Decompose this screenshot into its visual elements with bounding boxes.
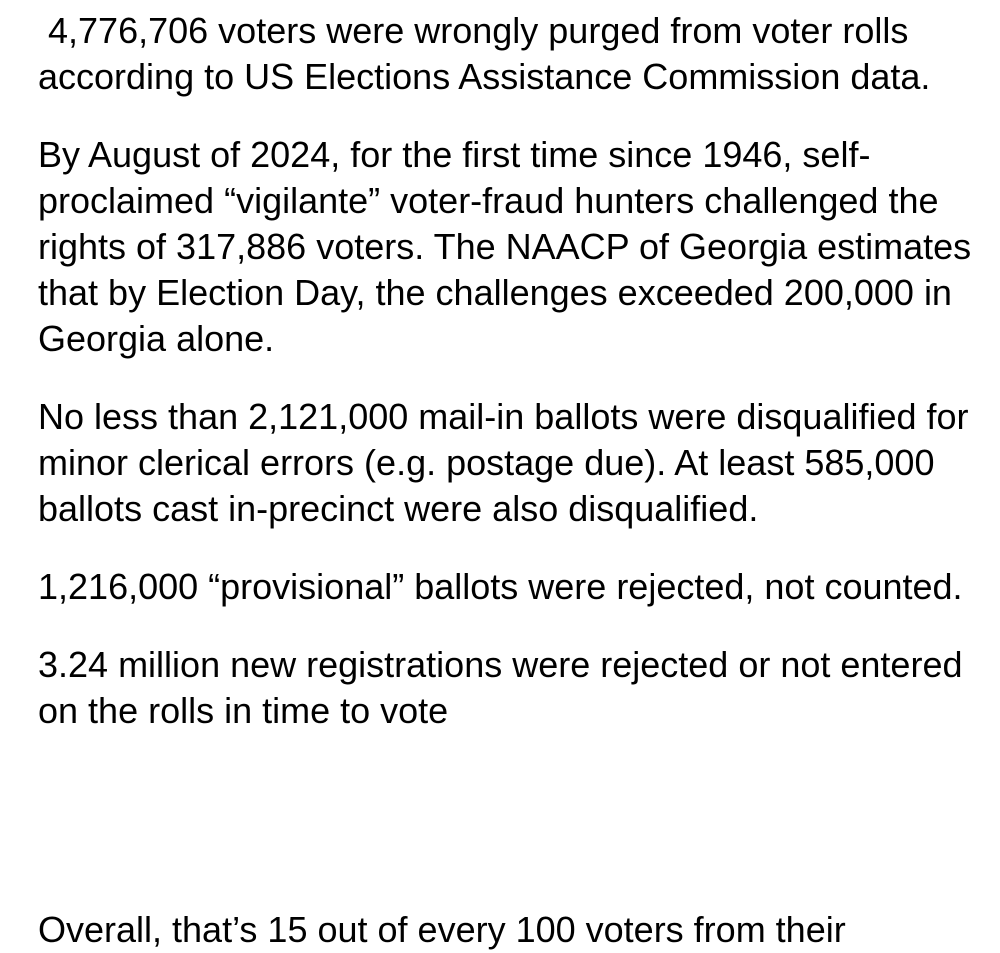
paragraph-purged-voters: 4,776,706 voters were wrongly purged from voter rolls according to US Elections Assistance Commission data. (38, 10, 931, 97)
document-body (38, 8, 988, 766)
paragraph-vigilante-challenges: By August of 2024, for the first time since 1946, self-proclaimed “vigilante” voter-fraud hunters challenged the rights of 317,886 voters. The NAACP of Georgia estimates that by Election Day, the challenges exceeded 200,000 in Georgia alone. (38, 134, 982, 359)
paragraph-provisional-rejected: 1,216,000 “provisional” ballots were rejected, not counted. (38, 566, 963, 607)
cut-off-text-line (38, 907, 988, 950)
paragraph-mail-in-disqualified: No less than 2,121,000 mail-in ballots were disqualified for minor clerical errors (e.g. postage due). At least 585,000 ballots cast in-precinct were also disqualified. (38, 396, 979, 529)
paragraph-registrations-rejected: 3.24 million new registrations were rejected or not entered on the rolls in time to vote (38, 644, 973, 731)
paragraph-cut-off: Overall, that’s 15 out of every 100 voters from their (38, 909, 846, 950)
